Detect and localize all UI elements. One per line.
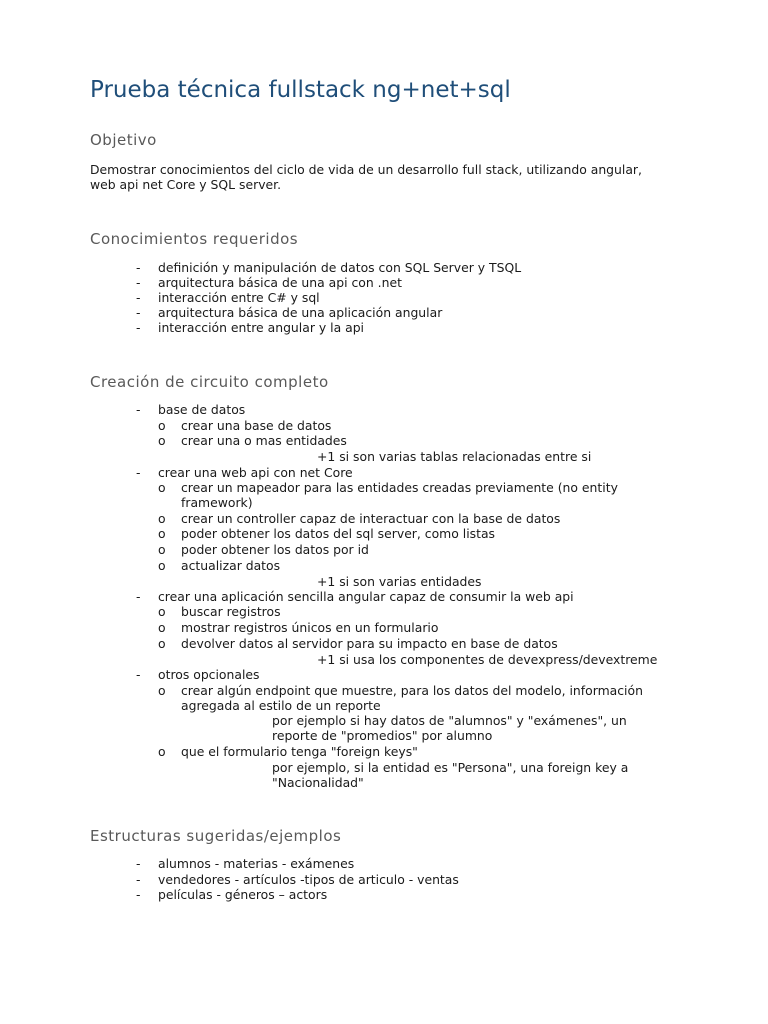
dash-bullet: -: [136, 465, 141, 480]
angular-sub-item: mostrar registros únicos en un formulario: [181, 620, 439, 635]
otros-example-note: por ejemplo, si la entidad es "Persona", una foreign key a: [272, 760, 629, 775]
circuito-item-bd: base de datos: [158, 402, 246, 417]
objetivo-line-2: web api net Core y SQL server.: [90, 177, 282, 192]
dash-bullet: -: [136, 260, 141, 275]
conocimiento-item: definición y manipulación de datos con SQL Server y TSQL: [158, 260, 522, 275]
heading-objetivo: Objetivo: [90, 131, 157, 149]
conocimiento-item: arquitectura básica de una api con .net: [158, 275, 402, 290]
dash-bullet: -: [136, 320, 141, 335]
circuito-item-otros: otros opcionales: [158, 667, 260, 682]
estructura-item: películas - géneros – actors: [158, 887, 328, 902]
otros-example-note-cont: "Nacionalidad": [272, 775, 364, 790]
otros-sub-item: crear algún endpoint que muestre, para los datos del modelo, información: [181, 683, 643, 698]
heading-circuito: Creación de circuito completo: [90, 373, 329, 391]
dash-bullet: -: [136, 887, 141, 902]
otros-example-note-cont: reporte de "promedios" por alumno: [272, 728, 493, 743]
heading-estructuras: Estructuras sugeridas/ejemplos: [90, 827, 342, 845]
dash-bullet: -: [136, 290, 141, 305]
circle-bullet: o: [158, 418, 166, 433]
circuito-item-angular: crear una aplicación sencilla angular capaz de consumir la web api: [158, 589, 574, 604]
api-sub-item-cont: framework): [181, 495, 253, 510]
dash-bullet: -: [136, 305, 141, 320]
estructura-item: vendedores - artículos -tipos de articulo - ventas: [158, 872, 459, 887]
dash-bullet: -: [136, 667, 141, 682]
circuito-item-api: crear una web api con net Core: [158, 465, 353, 480]
circle-bullet: o: [158, 542, 166, 557]
dash-bullet: -: [136, 589, 141, 604]
dash-bullet: -: [136, 856, 141, 871]
dash-bullet: -: [136, 275, 141, 290]
otros-sub-item: que el formulario tenga "foreign keys": [181, 744, 418, 759]
angular-sub-item: devolver datos al servidor para su impacto en base de datos: [181, 636, 558, 651]
circle-bullet: o: [158, 511, 166, 526]
conocimiento-item: interacción entre angular y la api: [158, 320, 365, 335]
angular-bonus-note: +1 si usa los componentes de devexpress/devextreme: [317, 652, 658, 667]
api-sub-item: crear un controller capaz de interactuar con la base de datos: [181, 511, 561, 526]
circle-bullet: o: [158, 683, 166, 698]
heading-conocimientos: Conocimientos requeridos: [90, 230, 299, 248]
api-sub-item: actualizar datos: [181, 558, 281, 573]
bd-sub-item: crear una o mas entidades: [181, 433, 347, 448]
api-sub-item: poder obtener los datos del sql server, como listas: [181, 526, 496, 541]
circle-bullet: o: [158, 433, 166, 448]
conocimiento-item: arquitectura básica de una aplicación angular: [158, 305, 443, 320]
circle-bullet: o: [158, 480, 166, 495]
circle-bullet: o: [158, 620, 166, 635]
dash-bullet: -: [136, 872, 141, 887]
api-sub-item: crear un mapeador para las entidades creadas previamente (no entity: [181, 480, 618, 495]
circle-bullet: o: [158, 558, 166, 573]
document-title: Prueba técnica fullstack ng+net+sql: [90, 77, 511, 103]
bd-sub-item: crear una base de datos: [181, 418, 332, 433]
estructura-item: alumnos - materias - exámenes: [158, 856, 355, 871]
bd-bonus-note: +1 si son varias tablas relacionadas entre si: [317, 449, 592, 464]
circle-bullet: o: [158, 604, 166, 619]
circle-bullet: o: [158, 636, 166, 651]
api-bonus-note: +1 si son varias entidades: [317, 574, 482, 589]
circle-bullet: o: [158, 526, 166, 541]
api-sub-item: poder obtener los datos por id: [181, 542, 369, 557]
objetivo-line-1: Demostrar conocimientos del ciclo de vida de un desarrollo full stack, utilizando angular,: [90, 162, 642, 177]
dash-bullet: -: [136, 402, 141, 417]
otros-example-note: por ejemplo si hay datos de "alumnos" y "exámenes", un: [272, 713, 627, 728]
circle-bullet: o: [158, 744, 166, 759]
angular-sub-item: buscar registros: [181, 604, 281, 619]
conocimiento-item: interacción entre C# y sql: [158, 290, 320, 305]
otros-sub-item-cont: agregada al estilo de un reporte: [181, 698, 381, 713]
